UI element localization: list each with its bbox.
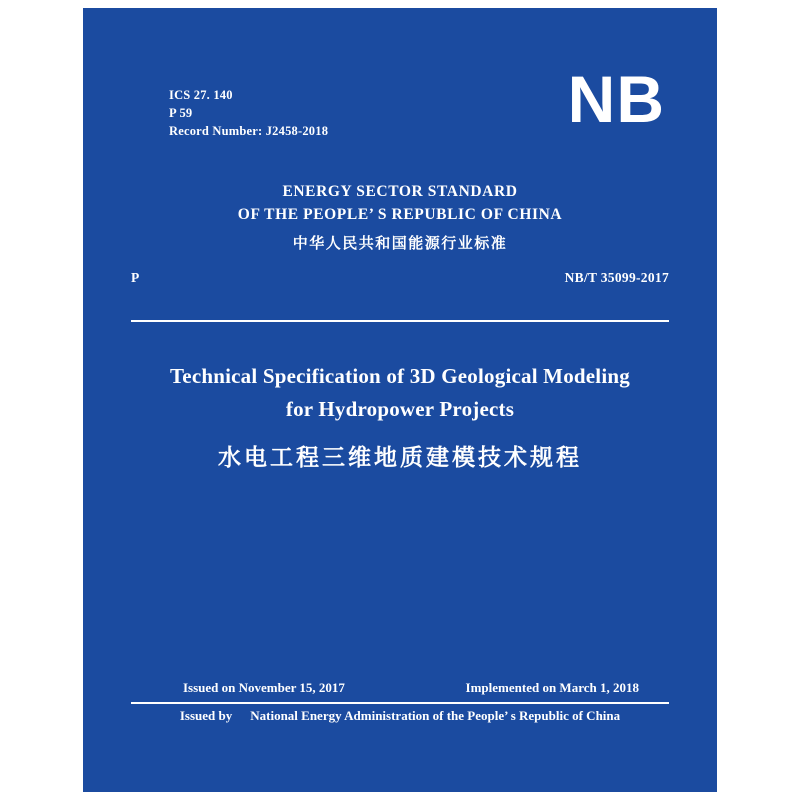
standard-code-row (131, 270, 669, 286)
standard-number: NB/T 35099-2017 (564, 270, 669, 285)
organization-chinese: 中华人民共和国能源行业标准 (292, 233, 508, 252)
standard-title (143, 360, 657, 472)
implementation-date: Implemented on March 1, 2018 (465, 680, 639, 695)
organization-english-line-2: OF THE PEOPLE’ S REPUBLIC OF CHINA (237, 206, 563, 224)
issuer-name: National Energy Administration of the People’ s Republic of China (250, 708, 621, 723)
organization-english-line-1: ENERGY SECTOR STANDARD (282, 183, 518, 200)
standard-cover (83, 8, 717, 792)
dates-row (131, 680, 669, 696)
title-english-line-1: Technical Specification of 3D Geological Modeling (170, 364, 630, 388)
category-code: P (131, 270, 140, 285)
ics-number: ICS 27. 140 (169, 88, 233, 102)
issuing-organization (83, 180, 717, 253)
issuer-label: Issued by (179, 708, 233, 723)
issue-date: Issued on November 15, 2017 (183, 680, 345, 695)
record-number: Record Number: J2458-2018 (169, 124, 329, 139)
title-chinese: 水电工程三维地质建模技术规程 (218, 445, 582, 472)
divider-top (131, 320, 669, 322)
header-identifiers (169, 86, 328, 140)
title-english-line-2: for Hydropower Projects (285, 396, 515, 421)
divider-bottom (131, 702, 669, 704)
issuer-row (131, 708, 669, 724)
classification-code: P 59 (169, 106, 193, 121)
nb-logo: NB (567, 62, 665, 136)
